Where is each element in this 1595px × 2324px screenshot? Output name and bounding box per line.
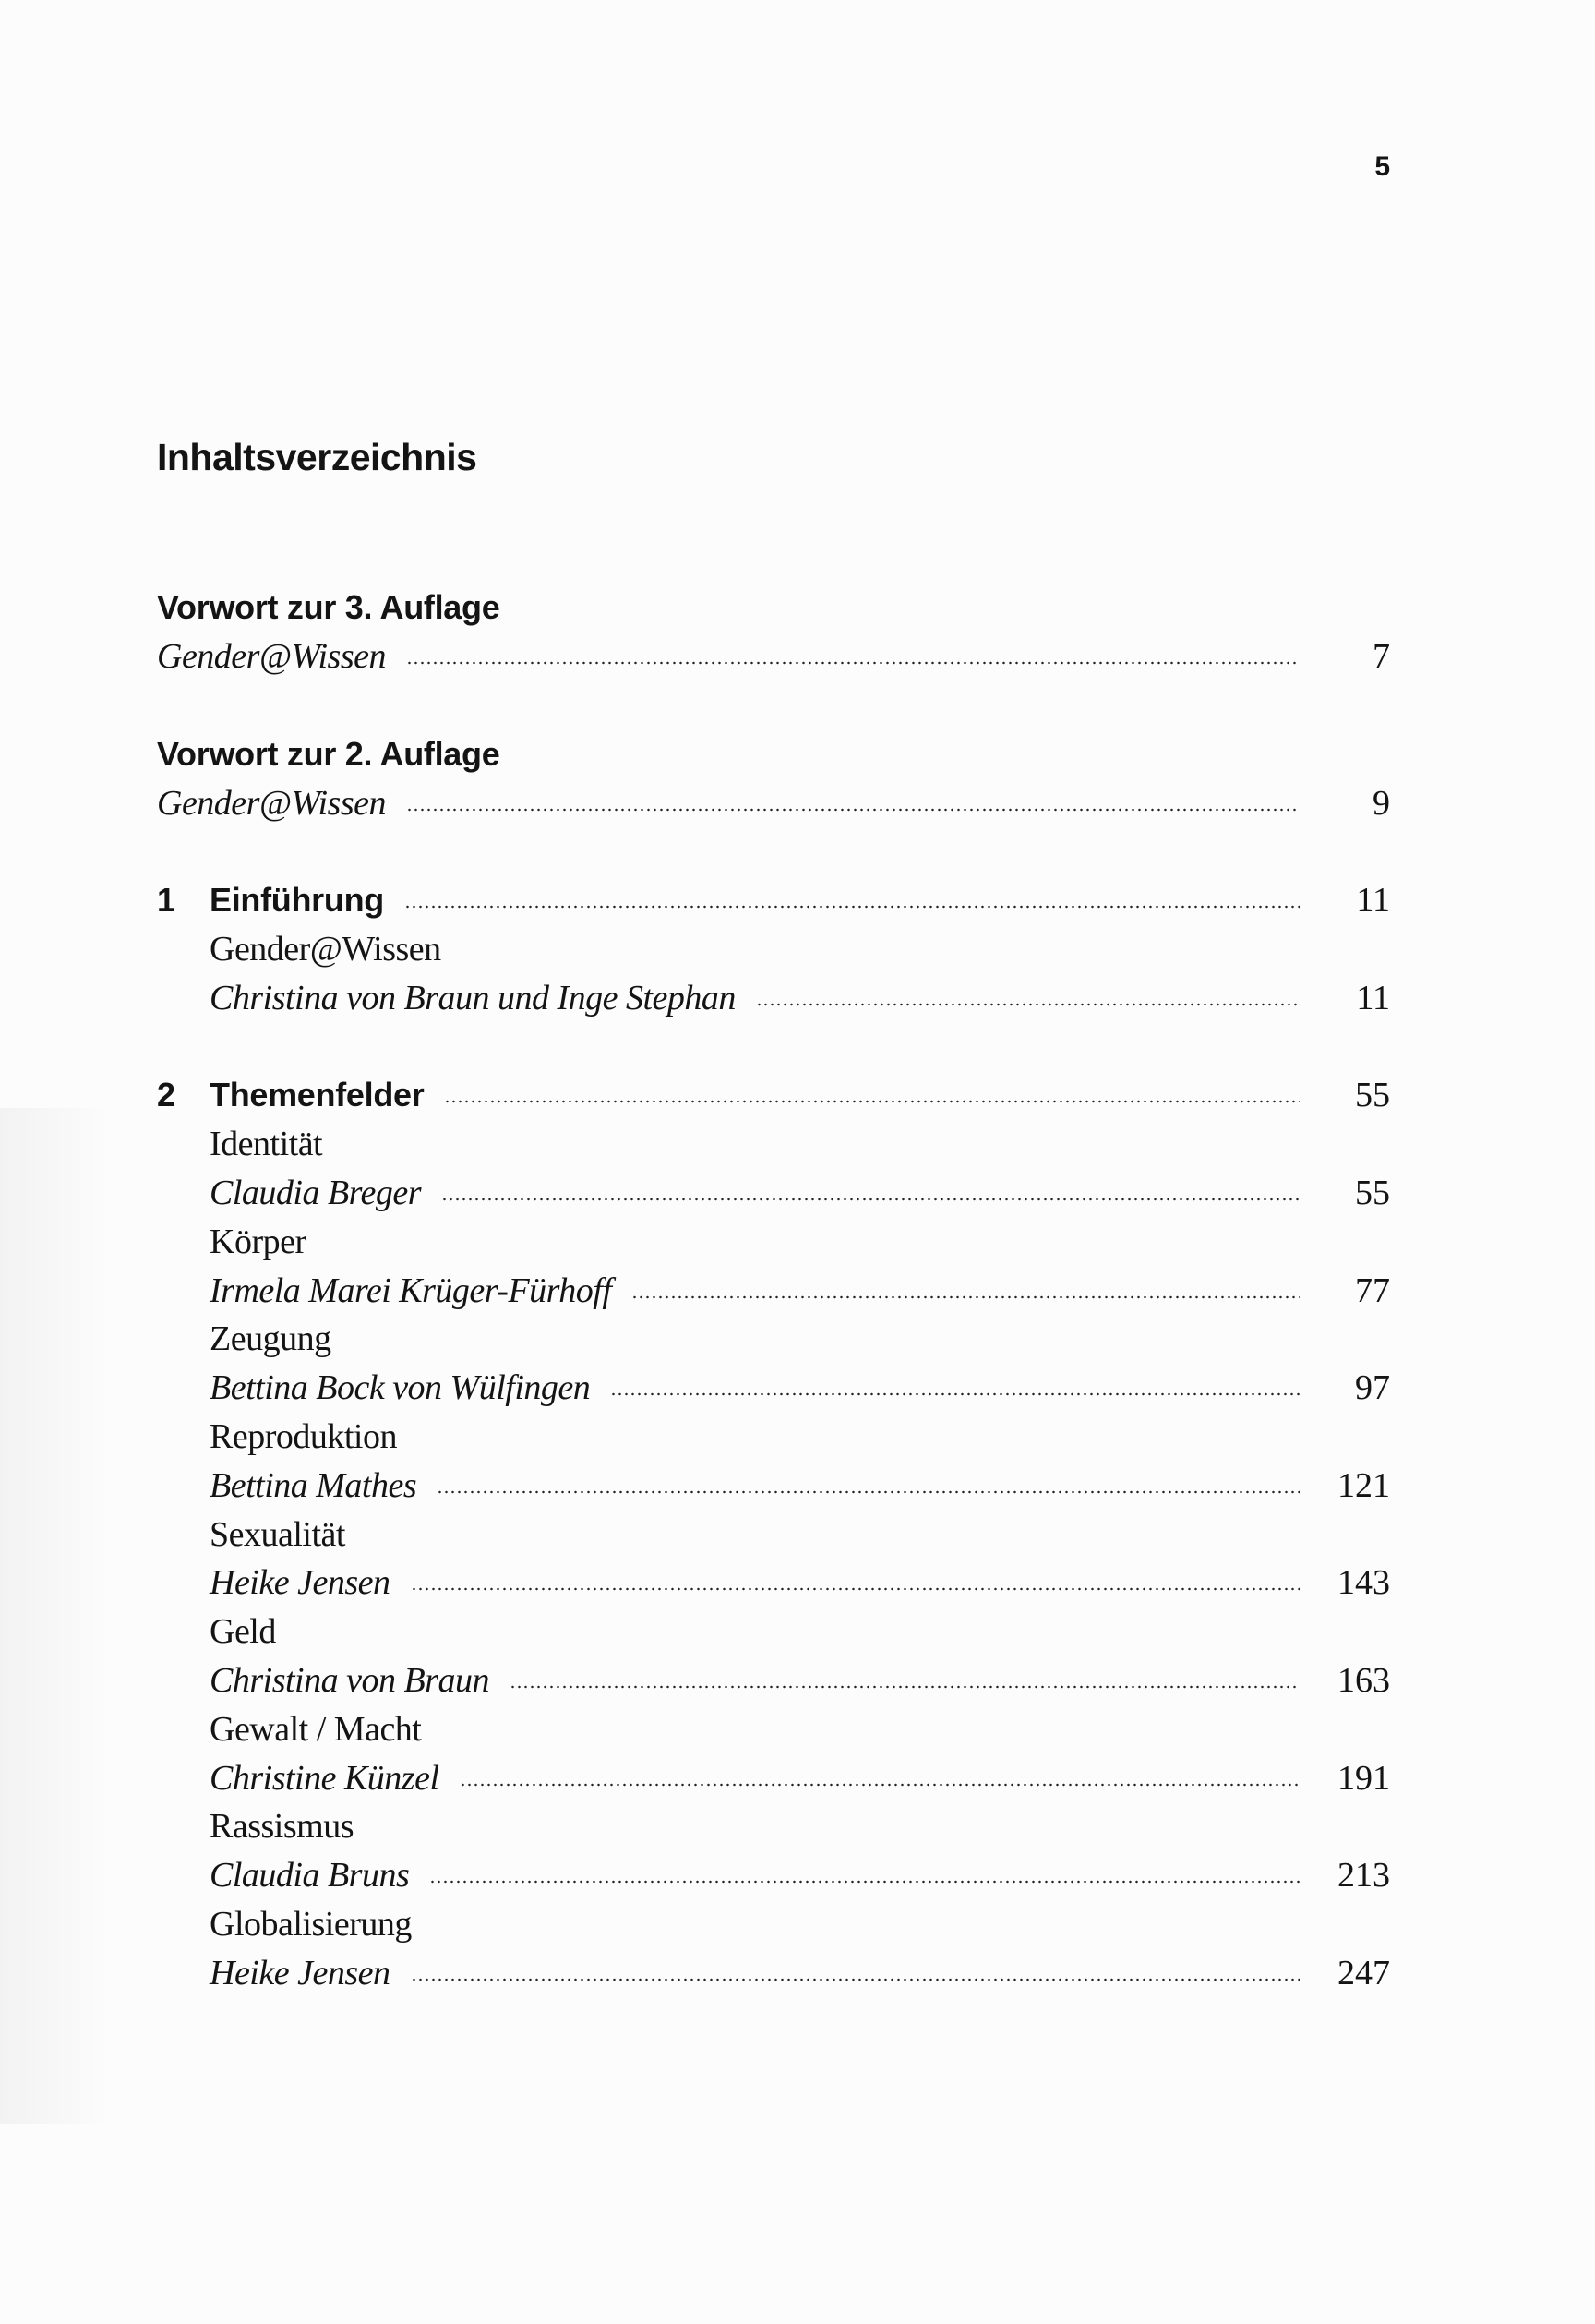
toc-topic xyxy=(157,1900,1390,1949)
toc-entry[interactable] xyxy=(157,1753,1390,1802)
entry-page: 11 xyxy=(1356,978,1390,1018)
toc-heading xyxy=(157,584,1390,632)
table-of-contents xyxy=(157,584,1390,1997)
entry-page: 9 xyxy=(1373,783,1390,823)
dot-leader xyxy=(460,1783,1300,1787)
entry-page: 121 xyxy=(1337,1465,1390,1505)
toc-topic xyxy=(157,925,1390,974)
heading-text: Vorwort zur 2. Auflage xyxy=(157,734,500,773)
toc-entry[interactable] xyxy=(157,778,1390,827)
entry-topic: Zeugung xyxy=(210,1319,331,1359)
toc-entry[interactable] xyxy=(157,1266,1390,1315)
entry-topic: Geld xyxy=(210,1612,276,1652)
entry-topic: Globalisierung xyxy=(210,1904,412,1944)
dot-leader xyxy=(756,1003,1300,1006)
entry-page: 77 xyxy=(1355,1270,1390,1310)
entry-page: 7 xyxy=(1373,637,1390,677)
entry-topic: Sexualität xyxy=(210,1514,345,1554)
toc-entry[interactable] xyxy=(157,1461,1390,1510)
toc-topic xyxy=(157,1510,1390,1559)
entry-topic: Identität xyxy=(210,1125,323,1164)
entry-page: 163 xyxy=(1337,1660,1390,1700)
toc-heading xyxy=(157,729,1390,778)
toc-entry[interactable] xyxy=(157,632,1390,681)
entry-page: 213 xyxy=(1337,1856,1390,1896)
heading-text: Vorwort zur 3. Auflage xyxy=(157,588,500,627)
toc-entry[interactable] xyxy=(157,1559,1390,1608)
toc-topic xyxy=(157,1704,1390,1753)
page-number: 5 xyxy=(1374,151,1390,182)
dot-leader xyxy=(411,1587,1301,1591)
entry-author: Christina von Braun und Inge Stephan xyxy=(210,978,736,1018)
dot-leader xyxy=(429,1880,1300,1884)
entry-topic: Gender@Wissen xyxy=(210,929,441,969)
dot-leader xyxy=(406,808,1300,812)
toc-entry[interactable] xyxy=(157,1656,1390,1705)
entry-author: Claudia Bruns xyxy=(210,1856,410,1896)
toc-entry[interactable] xyxy=(157,1364,1390,1413)
entry-topic: Reproduktion xyxy=(210,1416,397,1456)
toc-entry[interactable] xyxy=(157,1948,1390,1997)
toc-chapter[interactable] xyxy=(157,876,1390,925)
dot-leader xyxy=(441,1198,1300,1201)
toc-topic xyxy=(157,1802,1390,1851)
entry-author: Irmela Marei Krüger-Fürhoff xyxy=(210,1270,612,1310)
entry-author: Christine Künzel xyxy=(210,1758,439,1798)
chapter-title: Themenfelder xyxy=(210,1076,425,1114)
toc-chapter[interactable] xyxy=(157,1071,1390,1120)
entry-author: Claudia Breger xyxy=(210,1173,422,1212)
chapter-title: Einführung xyxy=(210,881,384,920)
entry-topic: Gewalt / Macht xyxy=(210,1709,422,1749)
entry-author: Bettina Mathes xyxy=(210,1465,417,1505)
chapter-page: 55 xyxy=(1355,1076,1390,1115)
toc-entry[interactable] xyxy=(157,1169,1390,1218)
entry-author: Gender@Wissen xyxy=(157,637,386,677)
chapter-number: 1 xyxy=(157,881,176,920)
toc-entry[interactable] xyxy=(157,1851,1390,1900)
entry-author: Bettina Bock von Wülfingen xyxy=(210,1368,591,1408)
dot-leader xyxy=(404,905,1300,909)
scan-shadow xyxy=(0,1108,111,2124)
dot-leader xyxy=(437,1490,1300,1494)
entry-author: Christina von Braun xyxy=(210,1660,489,1700)
toc-topic xyxy=(157,1413,1390,1462)
entry-page: 55 xyxy=(1355,1173,1390,1212)
dot-leader xyxy=(510,1685,1300,1689)
entry-page: 191 xyxy=(1337,1758,1390,1798)
dot-leader xyxy=(406,661,1300,665)
toc-entry[interactable] xyxy=(157,973,1390,1022)
toc-topic xyxy=(157,1315,1390,1364)
chapter-number: 2 xyxy=(157,1076,176,1114)
page-title: Inhaltsverzeichnis xyxy=(157,436,477,478)
dot-leader xyxy=(610,1392,1300,1396)
toc-topic xyxy=(157,1217,1390,1266)
entry-page: 247 xyxy=(1337,1953,1390,1993)
entry-topic: Rassismus xyxy=(210,1807,354,1847)
entry-author: Heike Jensen xyxy=(210,1953,390,1993)
entry-page: 143 xyxy=(1337,1563,1390,1603)
chapter-page: 11 xyxy=(1356,881,1390,921)
toc-topic xyxy=(157,1120,1390,1169)
entry-author: Gender@Wissen xyxy=(157,783,386,823)
toc-topic xyxy=(157,1608,1390,1656)
entry-topic: Körper xyxy=(210,1222,306,1261)
entry-author: Heike Jensen xyxy=(210,1563,390,1603)
dot-leader xyxy=(411,1978,1301,1981)
dot-leader xyxy=(631,1295,1300,1299)
dot-leader xyxy=(444,1100,1300,1103)
entry-page: 97 xyxy=(1355,1368,1390,1408)
